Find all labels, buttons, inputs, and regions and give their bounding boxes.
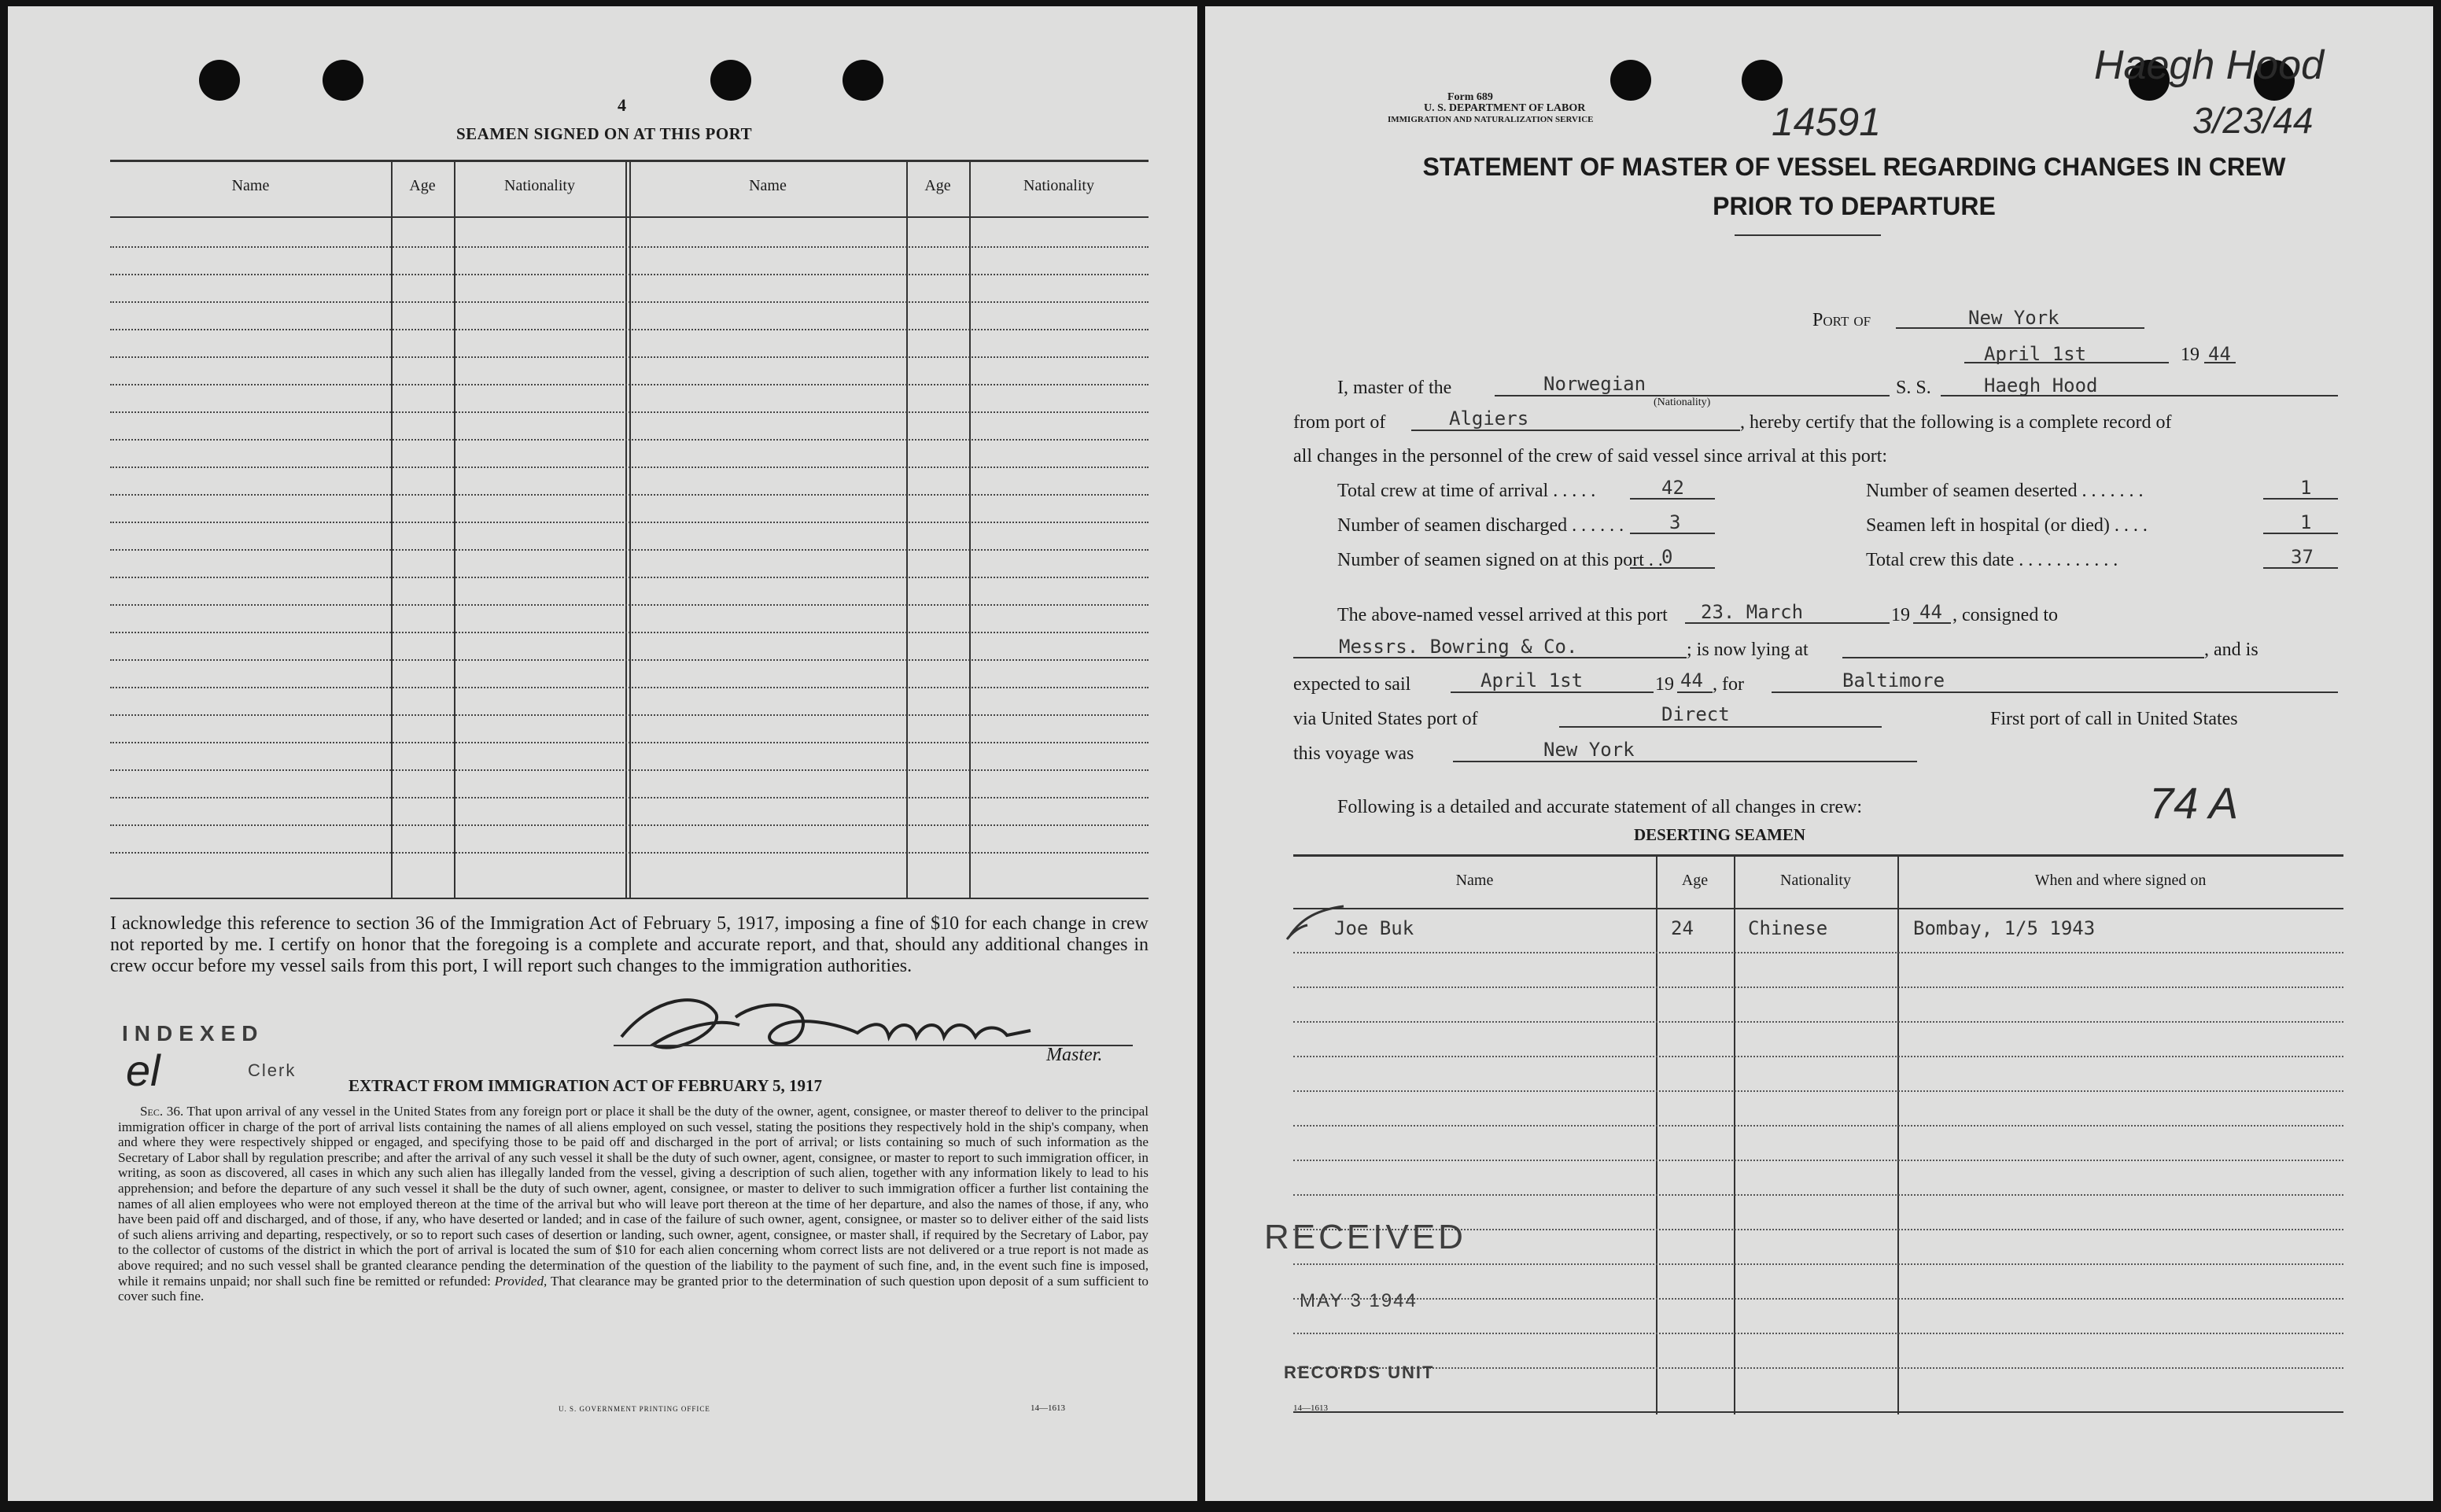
check-mark	[1284, 902, 1347, 949]
extract-body: That upon arrival of any vessel in the United States from any foreign port or place it shall be the duty of the owner, agent, consignee, or master thereof to deliver to the principal immigration officer in charge of the port of arrival lists containing the names of all aliens employed on such vessel, stating the positions they respectively hold in the ship's company, when and where they were respectively shipped or engaged, and specifying those to be paid off and discharged in the port of arrival; or lists containing so much of such information as the Secretary of Labor shall by regulation prescribe; and after the arrival of any such vessel it shall be the duty of such owner, agent, consignee, or master to report to such immigration officer, in writing, as soon as discovered, all cases in which any such alien has illegally landed from the vessel, giving a description of such alien, together with any information likely to lead to his apprehension; and before the departure of any such vessel it shall be the duty of such owner, agent, consignee, or master to deliver to such immigration officer a further list containing the names of all alien employees who were not employed thereon at the time of the arrival but who will leave port thereon at the time of her departure, and also the names of those, if any, who have been paid off and discharged, and of those, if any, who have deserted or landed; and in case of the failure of such owner, agent, consignee, or master so to deliver either of the said lists of such aliens arriving and departing, respectively, or so to report such cases of desertion or landing, such owner, agent, consignee, or master shall, if required by the Secretary of Labor, pay to the collector of customs of the district in which the port of arrival is located the sum of $10 for each alien concerning whom correct lists are not delivered or a true report is not made as above required; and no such vessel shall be granted clearance pending the determination of the question of the liability to the payment of such fine, and, in the event such fine is imposed, while it remains unpaid; nor shall such fine be remitted or refunded:	[118, 1104, 1149, 1289]
via-label: via United States port of	[1293, 709, 1478, 729]
left-page	[8, 6, 1197, 1501]
clerk-initials: el	[126, 1045, 160, 1095]
form-title: STATEMENT OF MASTER OF VESSEL REGARDING CHANGES IN CREW	[1422, 153, 2286, 181]
total-crew-arrival-label: Total crew at time of arrival . . . . .	[1337, 481, 1596, 501]
printing-office: U. S. GOVERNMENT PRINTING OFFICE	[559, 1405, 710, 1413]
ss-label: S. S.	[1896, 378, 1931, 398]
via-value[interactable]: Direct	[1661, 703, 1730, 725]
expected-label: expected to sail	[1293, 674, 1411, 695]
sail-year-prefix: 19	[1655, 674, 1674, 695]
indexed-stamp: INDEXED	[122, 1021, 264, 1045]
port-label: Port of	[1812, 310, 1871, 330]
first-port-label: First port of call in United States	[1990, 709, 2238, 729]
column-header: Age	[924, 177, 951, 194]
extract-section: Sec. 36.	[140, 1104, 184, 1119]
certify-text-2: all changes in the personnel of the crew of said vessel since arrival at this port:	[1293, 446, 1888, 467]
total-now[interactable]: 37	[2291, 546, 2314, 568]
year-value[interactable]: 44	[2208, 343, 2231, 365]
signed-on[interactable]: 0	[1661, 546, 1673, 568]
consignee-value[interactable]: Messrs. Bowring & Co.	[1339, 636, 1578, 658]
column-header: Nationality	[504, 177, 575, 194]
column-header: Name	[231, 177, 270, 194]
punch-hole	[843, 60, 883, 101]
from-port-value[interactable]: Algiers	[1449, 408, 1529, 430]
seaman-nationality[interactable]: Chinese	[1748, 917, 1828, 939]
punch-hole	[1610, 60, 1651, 101]
discharged-label: Number of seamen discharged . . . . . .	[1337, 515, 1624, 536]
seamen-signed-on-table	[110, 160, 1149, 899]
form-code: 14—1613	[1031, 1403, 1065, 1413]
voyage-label: this voyage was	[1293, 743, 1414, 764]
handwritten-code: 74 A	[2149, 778, 2239, 828]
from-port-label: from port of	[1293, 412, 1386, 433]
and-is-label: , and is	[2204, 640, 2258, 660]
form-code: 14—1613	[1293, 1403, 1328, 1413]
seaman-signed-on[interactable]: Bombay, 1/5 1943	[1913, 917, 2096, 939]
voyage-value[interactable]: New York	[1543, 739, 1635, 761]
handwritten-date: 3/23/44	[2192, 100, 2314, 141]
right-page	[1205, 6, 2433, 1501]
port-value[interactable]: New York	[1968, 307, 2059, 329]
received-stamp: RECEIVED	[1264, 1218, 1466, 1256]
form-number: Form 689	[1447, 91, 1493, 103]
hospital[interactable]: 1	[2300, 511, 2312, 533]
section-title: SEAMEN SIGNED ON AT THIS PORT	[456, 124, 753, 143]
following-label: Following is a detailed and accurate statement of all changes in crew:	[1337, 797, 1863, 817]
date-value[interactable]: April 1st	[1984, 343, 2087, 365]
destination-value[interactable]: Baltimore	[1842, 669, 1945, 691]
extract-text	[118, 1104, 1149, 1304]
table-row	[1293, 917, 2343, 949]
total-now-label: Total crew this date . . . . . . . . . . .	[1866, 550, 2118, 570]
column-header: Name	[1455, 872, 1494, 889]
for-label: , for	[1713, 674, 1744, 695]
arrived-year-prefix: 19	[1891, 605, 1910, 625]
form-subtitle: PRIOR TO DEPARTURE	[1713, 192, 1996, 220]
nationality-caption: (Nationality)	[1654, 396, 1711, 408]
handwritten-vessel: Haegh Hood	[2094, 42, 2324, 88]
deserted-label: Number of seamen deserted . . . . . . .	[1866, 481, 2144, 501]
discharged[interactable]: 3	[1669, 511, 1681, 533]
received-date: MAY 3 1944	[1300, 1290, 1418, 1311]
seaman-name[interactable]: Joe Buk	[1334, 917, 1414, 939]
arrived-value[interactable]: 23. March	[1701, 601, 1804, 623]
arrived-label: The above-named vessel arrived at this port	[1337, 605, 1668, 625]
punch-hole	[710, 60, 751, 101]
arrived-year[interactable]: 44	[1919, 601, 1942, 623]
sail-year[interactable]: 44	[1680, 669, 1703, 691]
column-header: Nationality	[1023, 177, 1094, 194]
extract-end: That clearance may be granted prior to the determination of such question upon deposit of a sum sufficient to cover such fine.	[118, 1273, 1149, 1304]
seaman-age[interactable]: 24	[1671, 917, 1694, 939]
column-header: Nationality	[1780, 872, 1851, 889]
hospital-label: Seamen left in hospital (or died) . . . .	[1866, 515, 2148, 536]
column-header: Name	[749, 177, 787, 194]
punch-hole	[1742, 60, 1783, 101]
page-number: 4	[618, 95, 626, 115]
column-header: When and where signed on	[2034, 872, 2207, 889]
ship-value[interactable]: Haegh Hood	[1984, 374, 2098, 396]
service: IMMIGRATION AND NATURALIZATION SERVICE	[1388, 115, 1594, 124]
master-signature	[606, 982, 1062, 1068]
column-header: Age	[1681, 872, 1709, 889]
punch-hole	[323, 60, 363, 101]
total-crew-arrival[interactable]: 42	[1661, 477, 1684, 499]
deserting-seamen-table	[1293, 854, 2343, 1414]
sail-date-value[interactable]: April 1st	[1480, 669, 1584, 691]
acknowledgement-text: I acknowledge this reference to section 36 of the Immigration Act of February 5, 1917, imposing a fine of $10 for each change in crew not reported by me. I certify on honor that the foregoing is a complete and accurate report, and that, should any additional changes in crew occur before my vessel sails from this port, I will report such changes to the immigration authorities.	[110, 913, 1149, 976]
records-unit: RECORDS UNIT	[1284, 1363, 1435, 1382]
signed-on-label: Number of seamen signed on at this port . .	[1337, 550, 1663, 570]
extract-provided: Provided,	[494, 1273, 548, 1289]
deserting-title: DESERTING SEAMEN	[1634, 825, 1806, 844]
department: U. S. DEPARTMENT OF LABOR	[1424, 102, 1586, 114]
master-of-label: I, master of the	[1337, 378, 1452, 398]
year-prefix: 19	[2181, 345, 2199, 365]
column-header: Age	[409, 177, 436, 194]
extract-title: EXTRACT FROM IMMIGRATION ACT OF FEBRUARY 5, 1917	[348, 1076, 823, 1095]
certify-text: , hereby certify that the following is a complete record of	[1740, 412, 2172, 433]
file-number: 14591	[1772, 100, 1882, 144]
clerk-label: Clerk	[248, 1060, 297, 1080]
consigned-label: , consigned to	[1952, 605, 2058, 625]
nationality-value[interactable]: Norwegian	[1543, 373, 1646, 395]
punch-hole	[199, 60, 240, 101]
deserted[interactable]: 1	[2300, 477, 2312, 499]
lying-label: ; is now lying at	[1687, 640, 1809, 660]
master-label: Master.	[1046, 1045, 1103, 1065]
